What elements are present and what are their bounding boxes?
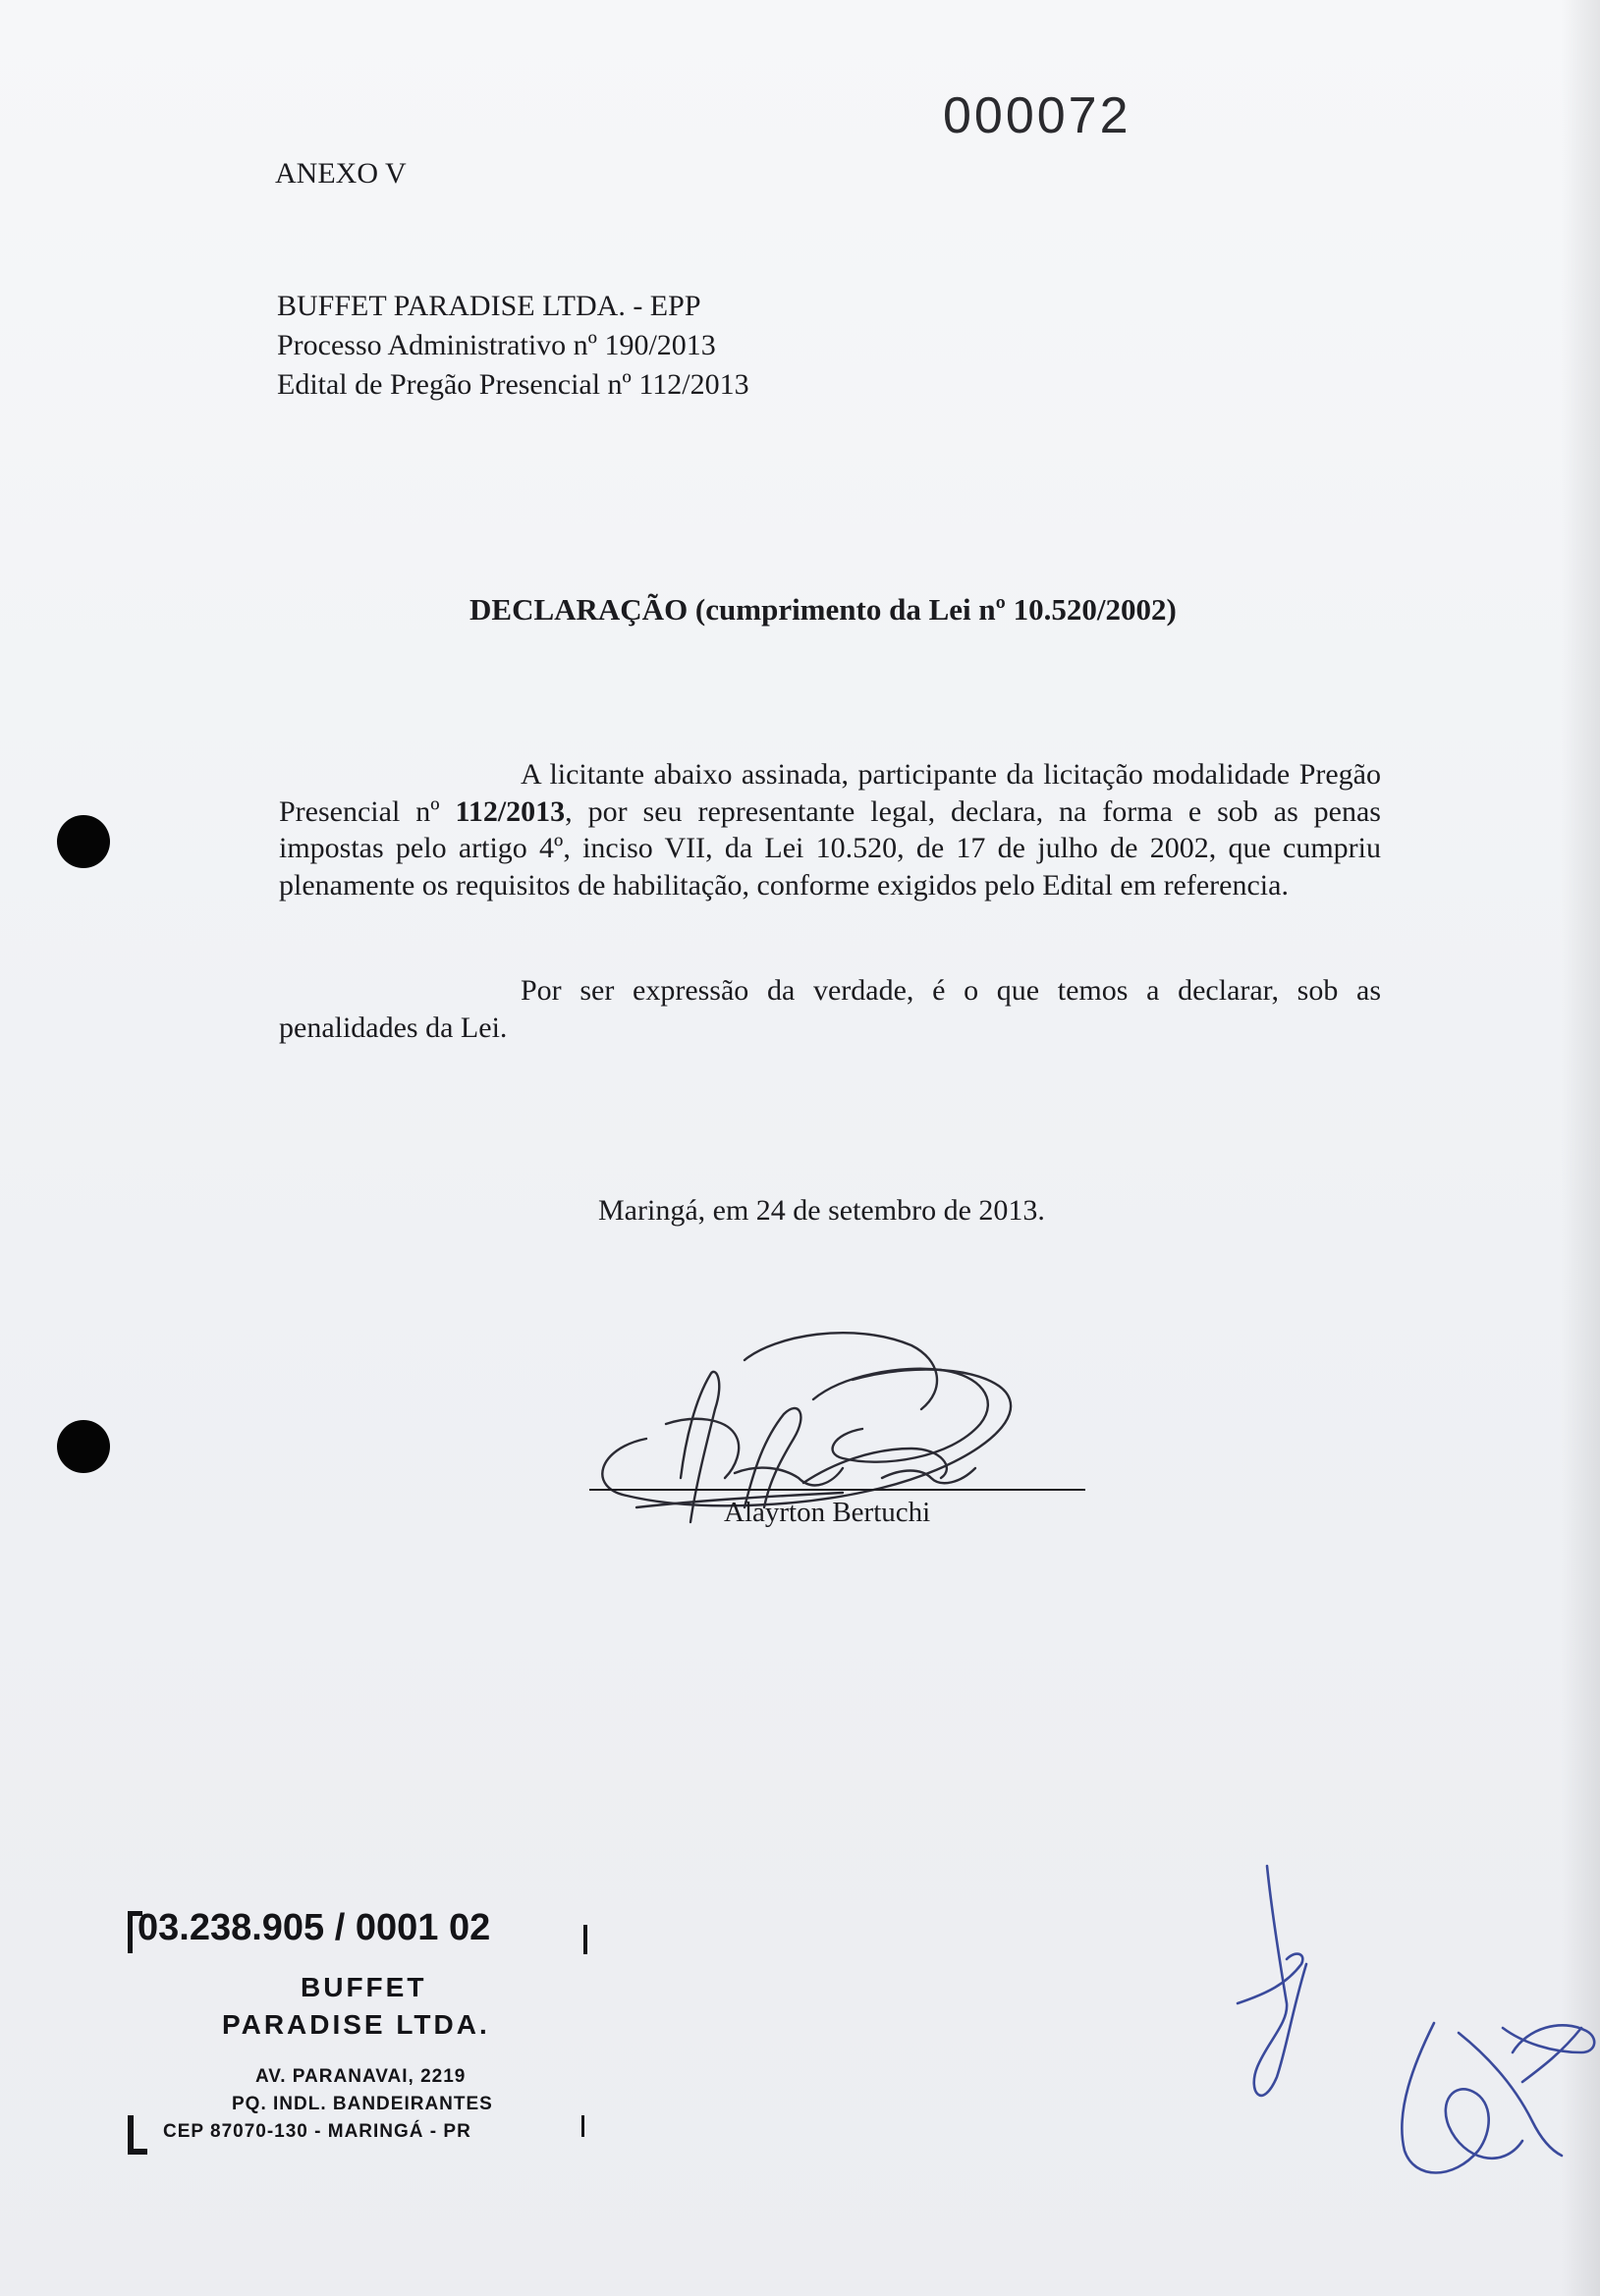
stamp-tick-mark-bottom <box>581 2115 584 2137</box>
stamp-name-line-1: BUFFET <box>301 1972 427 2002</box>
punch-hole-bottom <box>57 1420 110 1473</box>
stamp-tick-mark <box>583 1925 587 1954</box>
signature-line <box>589 1489 1085 1491</box>
stamp-bracket-bottom <box>128 2115 147 2155</box>
stamp-cnpj: 03.238.905 / 0001 02 <box>138 1907 491 1948</box>
place-and-date: Maringá, em 24 de setembro de 2013. <box>598 1194 1045 1227</box>
declaration-paragraph-2 <box>279 972 1381 1046</box>
paragraph-1-text-a: A licitante abaixo assinada, participante da licitação modalidade Pregão Presencial nº <box>279 758 1381 828</box>
page-number: 000072 <box>943 87 1131 144</box>
notice-number: Edital de Pregão Presencial nº 112/2013 <box>277 368 749 401</box>
pen-rubric-initials <box>1228 1856 1600 2190</box>
document-header <box>277 287 749 405</box>
declaration-paragraph-1 <box>279 756 1381 903</box>
punch-hole-top <box>57 815 110 868</box>
stamp-address-line-2: PQ. INDL. BANDEIRANTES <box>232 2094 493 2114</box>
declaration-title: DECLARAÇÃO (cumprimento da Lei nº 10.520/2002) <box>469 592 1177 627</box>
stamp-address-line-3: CEP 87070-130 - MARINGÁ - PR <box>163 2121 471 2142</box>
stamp-address-line-1: AV. PARANAVAI, 2219 <box>255 2066 467 2087</box>
paragraph-1-text-b: , por seu representante legal, declara, na forma e sob as penas impostas pelo artigo 4º, inciso VII, da Lei 10.520, de 17 de julho de 2002, que cumpriu plenamente os requisitos de habilitação, conforme exigidos pelo Edital em referencia. <box>279 794 1381 902</box>
annex-label: ANEXO V <box>275 157 407 190</box>
stamp-name-line-2: PARADISE LTDA. <box>222 2009 490 2040</box>
process-number: Processo Administrativo nº 190/2013 <box>277 329 716 361</box>
company-name: BUFFET PARADISE LTDA. - EPP <box>277 290 701 322</box>
company-stamp <box>128 1905 619 2160</box>
paragraph-1-bold-number: 112/2013 <box>455 794 566 828</box>
paragraph-2-text: Por ser expressão da verdade, é o que temos a declarar, sob as penalidades da Lei. <box>279 974 1381 1044</box>
signatory-name: Alayrton Bertuchi <box>724 1497 931 1528</box>
